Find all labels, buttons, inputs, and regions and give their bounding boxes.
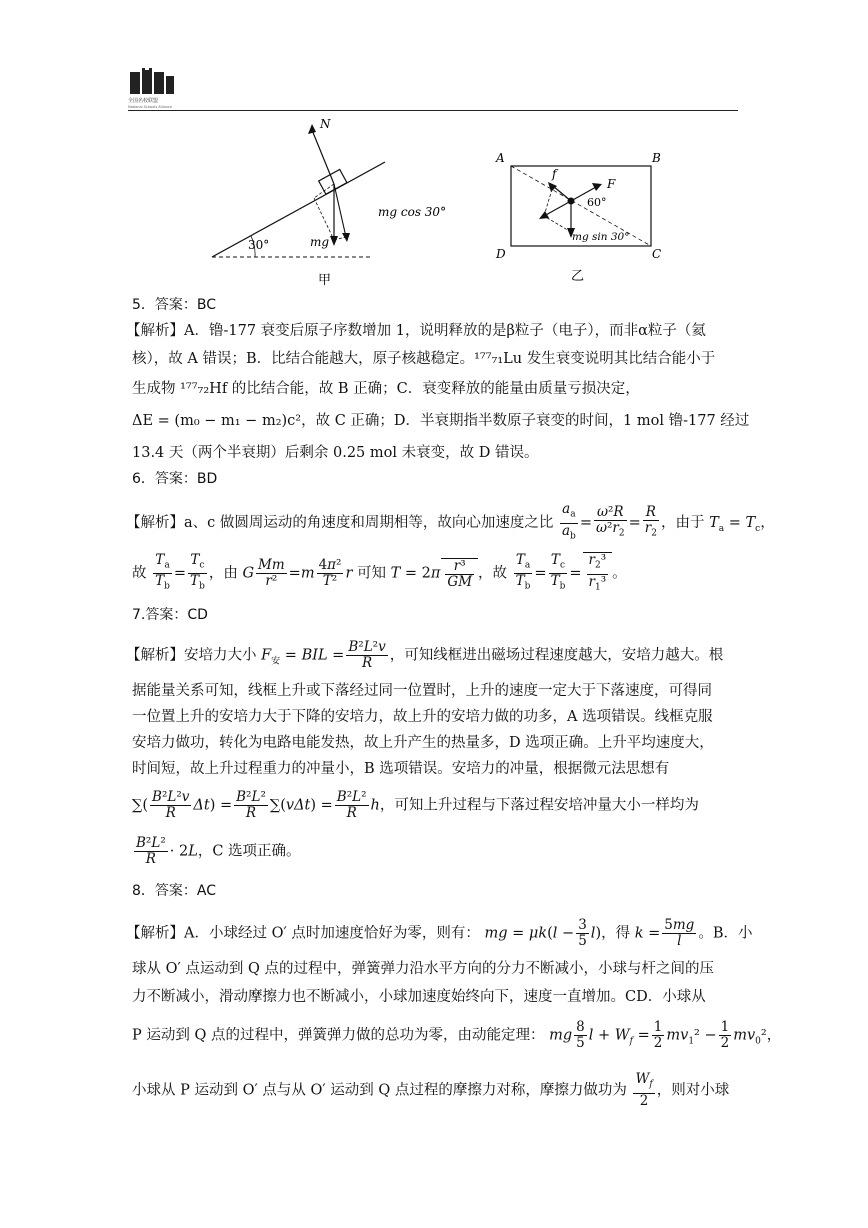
q7-line-4: 安培力做功，转化为电路电能发热，故上升产生的热量多，D 选项正确。上升平均速度大， <box>132 735 714 751</box>
q7-formula-impulse: $\frac{\text{B²L²}}{R}$ <box>136 835 166 867</box>
q7-l6-text-b: ，可知上升过程与下落过程安培冲量大小一样均为 <box>379 797 699 814</box>
q8-formula-half-a: $\frac{1}{2}$ <box>653 1019 663 1051</box>
q7-line-1: 【解析】安培力大小 $F_安$ = BIL = $\frac{\text{B²L²v}}{R}$ ，可知线框进出磁场过程速度越大，安培力越大。根 <box>126 639 724 671</box>
q8-answer: 8．答案：AC <box>132 883 217 899</box>
label-B: B <box>652 151 661 165</box>
label-F: F <box>607 177 616 191</box>
q6-formula-tc-tb-2: $\frac{T_c}{T_b}$ <box>550 551 566 592</box>
q5-answer: 5．答案：BC <box>132 297 217 313</box>
q6-l2-text-d: ，故 <box>478 565 508 582</box>
q8-formula-half-b: $\frac{1}{2}$ <box>720 1019 730 1051</box>
q7-l1-text-a: 【解析】安培力大小 <box>126 647 257 664</box>
q6-formula-tc-tb: $\frac{T_c}{T_b}$ <box>190 551 205 592</box>
q6-l1-text: 【解析】a、c 做圆周运动的角速度和周期相等，故向心加速度之比 <box>126 515 554 532</box>
q8-l4-text-b: ， <box>766 1027 782 1044</box>
q8-formula-k: $\frac{5mg}{l}$ <box>664 917 695 949</box>
q6-l2-text-a: 故 <box>132 565 147 582</box>
label-mgcos30: mg cos 30° <box>378 205 447 219</box>
label-D: D <box>496 247 506 261</box>
q6-formula-ta-tb-2: $\frac{T_a}{T_b}$ <box>515 551 531 592</box>
q5-line-5: 13.4 天（两个半衰期）后剩余 0.25 mol 未衰变，故 D 错误。 <box>132 445 539 461</box>
q8-l1-text-a: 【解析】A．小球经过 O′ 点时加速度恰好为零，则有： <box>126 925 480 942</box>
q7-formula-sum-a: $\frac{\text{B²L²v}}{R}$ <box>152 789 190 821</box>
q5-line-2: 核），故 A 错误；B．比结合能越大，原子核越稳定。¹⁷⁷₇₁Lu 发生衰变说明其比结合能小于 <box>132 351 716 367</box>
q8-formula-eight-fifths: $\frac{8}{5}$ <box>576 1019 585 1051</box>
q6-l2-text-b: ，由 <box>208 565 238 582</box>
q6-formula-ratio-r: $\frac{R}{r_2}$ <box>644 503 657 539</box>
q8-line-3: 力不断减小，滑动摩擦力也不断减小，小球加速度始终向下，速度一直增加。CD．小球从 <box>132 989 706 1005</box>
label-angle-30: 30° <box>248 238 270 252</box>
label-f: f <box>552 167 557 181</box>
header-rule <box>128 110 738 111</box>
q8-l1-text-b: ，得 <box>601 925 631 942</box>
caption-jia: 甲 <box>318 273 332 288</box>
q5-line-1: 【解析】A．镥-177 衰变后原子序数增加 1，说明释放的是β粒子（电子），而非α粒子（氦 <box>126 323 706 339</box>
q6-line-1: 【解析】a、c 做圆周运动的角速度和周期相等，故向心加速度之比 $\frac{a_a}{a_b}$ = $\frac{\text{ω²R}}{\omega^2r_2}$ = $\frac{R}{r_2}$ ，由于 $T_a = T_c$， <box>126 502 775 544</box>
logo-subtitle: National Schools Alliance <box>128 105 173 109</box>
q5-line-4: ΔE = (m₀ − m₁ − m₂)c²，故 C 正确；D．半衰期指半数原子衰变的时间，1 mol 镥-177 经过 <box>132 413 750 429</box>
q7-line-3: 一位置上升的安培力大于下降的安培力，故上升的安培力做的功多，A 选项错误。线框克服 <box>132 709 713 725</box>
q7-l7-text-b: ，C 选项正确。 <box>197 843 301 860</box>
label-A: A <box>496 151 505 165</box>
label-mg: mg <box>310 235 330 249</box>
label-mgsin30: mg sin 30° <box>572 231 630 243</box>
q7-line-2: 据能量关系可知，线框上升或下落经过同一位置时，上升的速度一定大于下落速度，可得同 <box>132 683 712 699</box>
q6-formula-ratio-omega: $\frac{\text{ω²R}}{\omega^2r_2}$ <box>595 503 625 539</box>
q6-l2-text-c: 可知 <box>357 565 386 582</box>
q8-line-5 <box>132 1072 729 1109</box>
q7-formula-sum-b: $\frac{\text{B²L²}}{R}$ <box>236 789 266 821</box>
q6-formula-gravity: $\frac{Mm}{\text{r²}}$ <box>258 557 285 590</box>
caption-yi: 乙 <box>571 269 585 284</box>
q6-answer: 6．答案：BD <box>132 471 218 487</box>
q8-line-1: 【解析】A．小球经过 O′ 点时加速度恰好为零，则有： mg = μk(l − $\frac{3}{5}$ l)，得 k = $\frac{5mg}{l}$ 。B．小 <box>126 917 753 949</box>
figure-incline <box>200 112 460 290</box>
q8-line-2: 球从 O′ 点运动到 Q 点的过程中，弹簧弹力沿水平方向的分力不断减小，小球与杆之间的压 <box>132 961 715 977</box>
q8-l4-text-a: P 运动到 Q 点的过程中，弹簧弹力做的总功为零，由动能定理： <box>132 1027 545 1044</box>
q6-formula-ratio-a: $\frac{a_a}{a_b}$ <box>561 501 576 542</box>
q5-line-3: 生成物 ¹⁷⁷₇₂Hf 的比结合能，故 B 正确；C．衰变释放的能量由质量亏损决定， <box>132 381 640 397</box>
q6-formula-period: $\frac{\text{r³}}{GM}$ <box>441 558 478 590</box>
logo-name: 全国名校联盟 <box>128 98 159 104</box>
q6-formula-ta-tb: $\frac{T_a}{T_b}$ <box>155 551 170 592</box>
q8-formula-three-fifths: $\frac{3}{5}$ <box>578 917 587 949</box>
q7-line-5: 时间短，故上升过程重力的冲量小，B 选项错误。安培力的冲量，根据微元法思想有 <box>132 761 670 777</box>
q7-formula-force: $\frac{\text{B²L²v}}{R}$ <box>348 639 386 671</box>
q7-l1-text-b: ，可知线框进出磁场过程速度越大，安培力越大。根 <box>389 647 724 664</box>
q8-formula-wf-half: $\frac{W_f}{2}$ <box>635 1071 653 1109</box>
label-N: N <box>320 117 331 131</box>
q6-formula-centripetal: $\frac{\text{4π²}}{\text{T²}}$ <box>318 557 342 590</box>
q6-l2-text-e: 。 <box>612 565 627 582</box>
q6-formula-sqrt-ratio: $\frac{r_2^3}{r_1^3}$ <box>583 552 613 595</box>
q6-l1-text-b: ，由于 <box>660 515 705 532</box>
q8-l1-text-c: 。B．小 <box>698 925 753 942</box>
q8-l5-text-a: 小球从 P 运动到 O′ 点与从 O′ 运动到 Q 点过程的摩擦力对称，摩擦力做功为 <box>132 1082 627 1099</box>
q6-line-2: 故 $\frac{T_a}{T_b}$ = $\frac{T_c}{T_b}$ ，由 G $\frac{Mm}{\text{r²}}$ =m $\frac{\text{4π²}}{\text{T²}}$ r 可知 T = 2π $\frac{\text{r³}}{GM}$ ，故 $\frac{T_a}{T_b}$ = $\frac{T_c}{T_b}$ = $\frac{r_2^3}{r_1^3}$ 。 <box>132 552 627 595</box>
figure-forces-plane <box>486 148 676 286</box>
label-60: 60° <box>587 196 607 209</box>
q7-formula-sum-c: $\frac{\text{B²L²}}{R}$ <box>336 789 367 821</box>
q8-l5-text-b: ，则对小球 <box>656 1082 730 1099</box>
q7-line-7: $\frac{\text{B²L²}}{R}$ · 2L，C 选项正确。 <box>136 835 301 867</box>
q8-line-4: P 运动到 Q 点的过程中，弹簧弹力做的总功为零，由动能定理： mg $\frac{8}{5}$ $l + W_f$ = $\frac{1}{2}$ $mv_1^2$ − $\frac{1}{2}$ $mv_0^2$， <box>132 1019 782 1051</box>
q7-line-6: ∑( $\frac{\text{B²L²v}}{R}$ Δt) = $\frac{\text{B²L²}}{R}$ ∑(vΔt) = $\frac{\text{B²L²}}{R}$ h，可知上升过程与下落过程安培冲量大小一样均为 <box>132 789 699 821</box>
q7-answer: 7.答案：CD <box>132 607 208 623</box>
label-C: C <box>652 247 662 261</box>
